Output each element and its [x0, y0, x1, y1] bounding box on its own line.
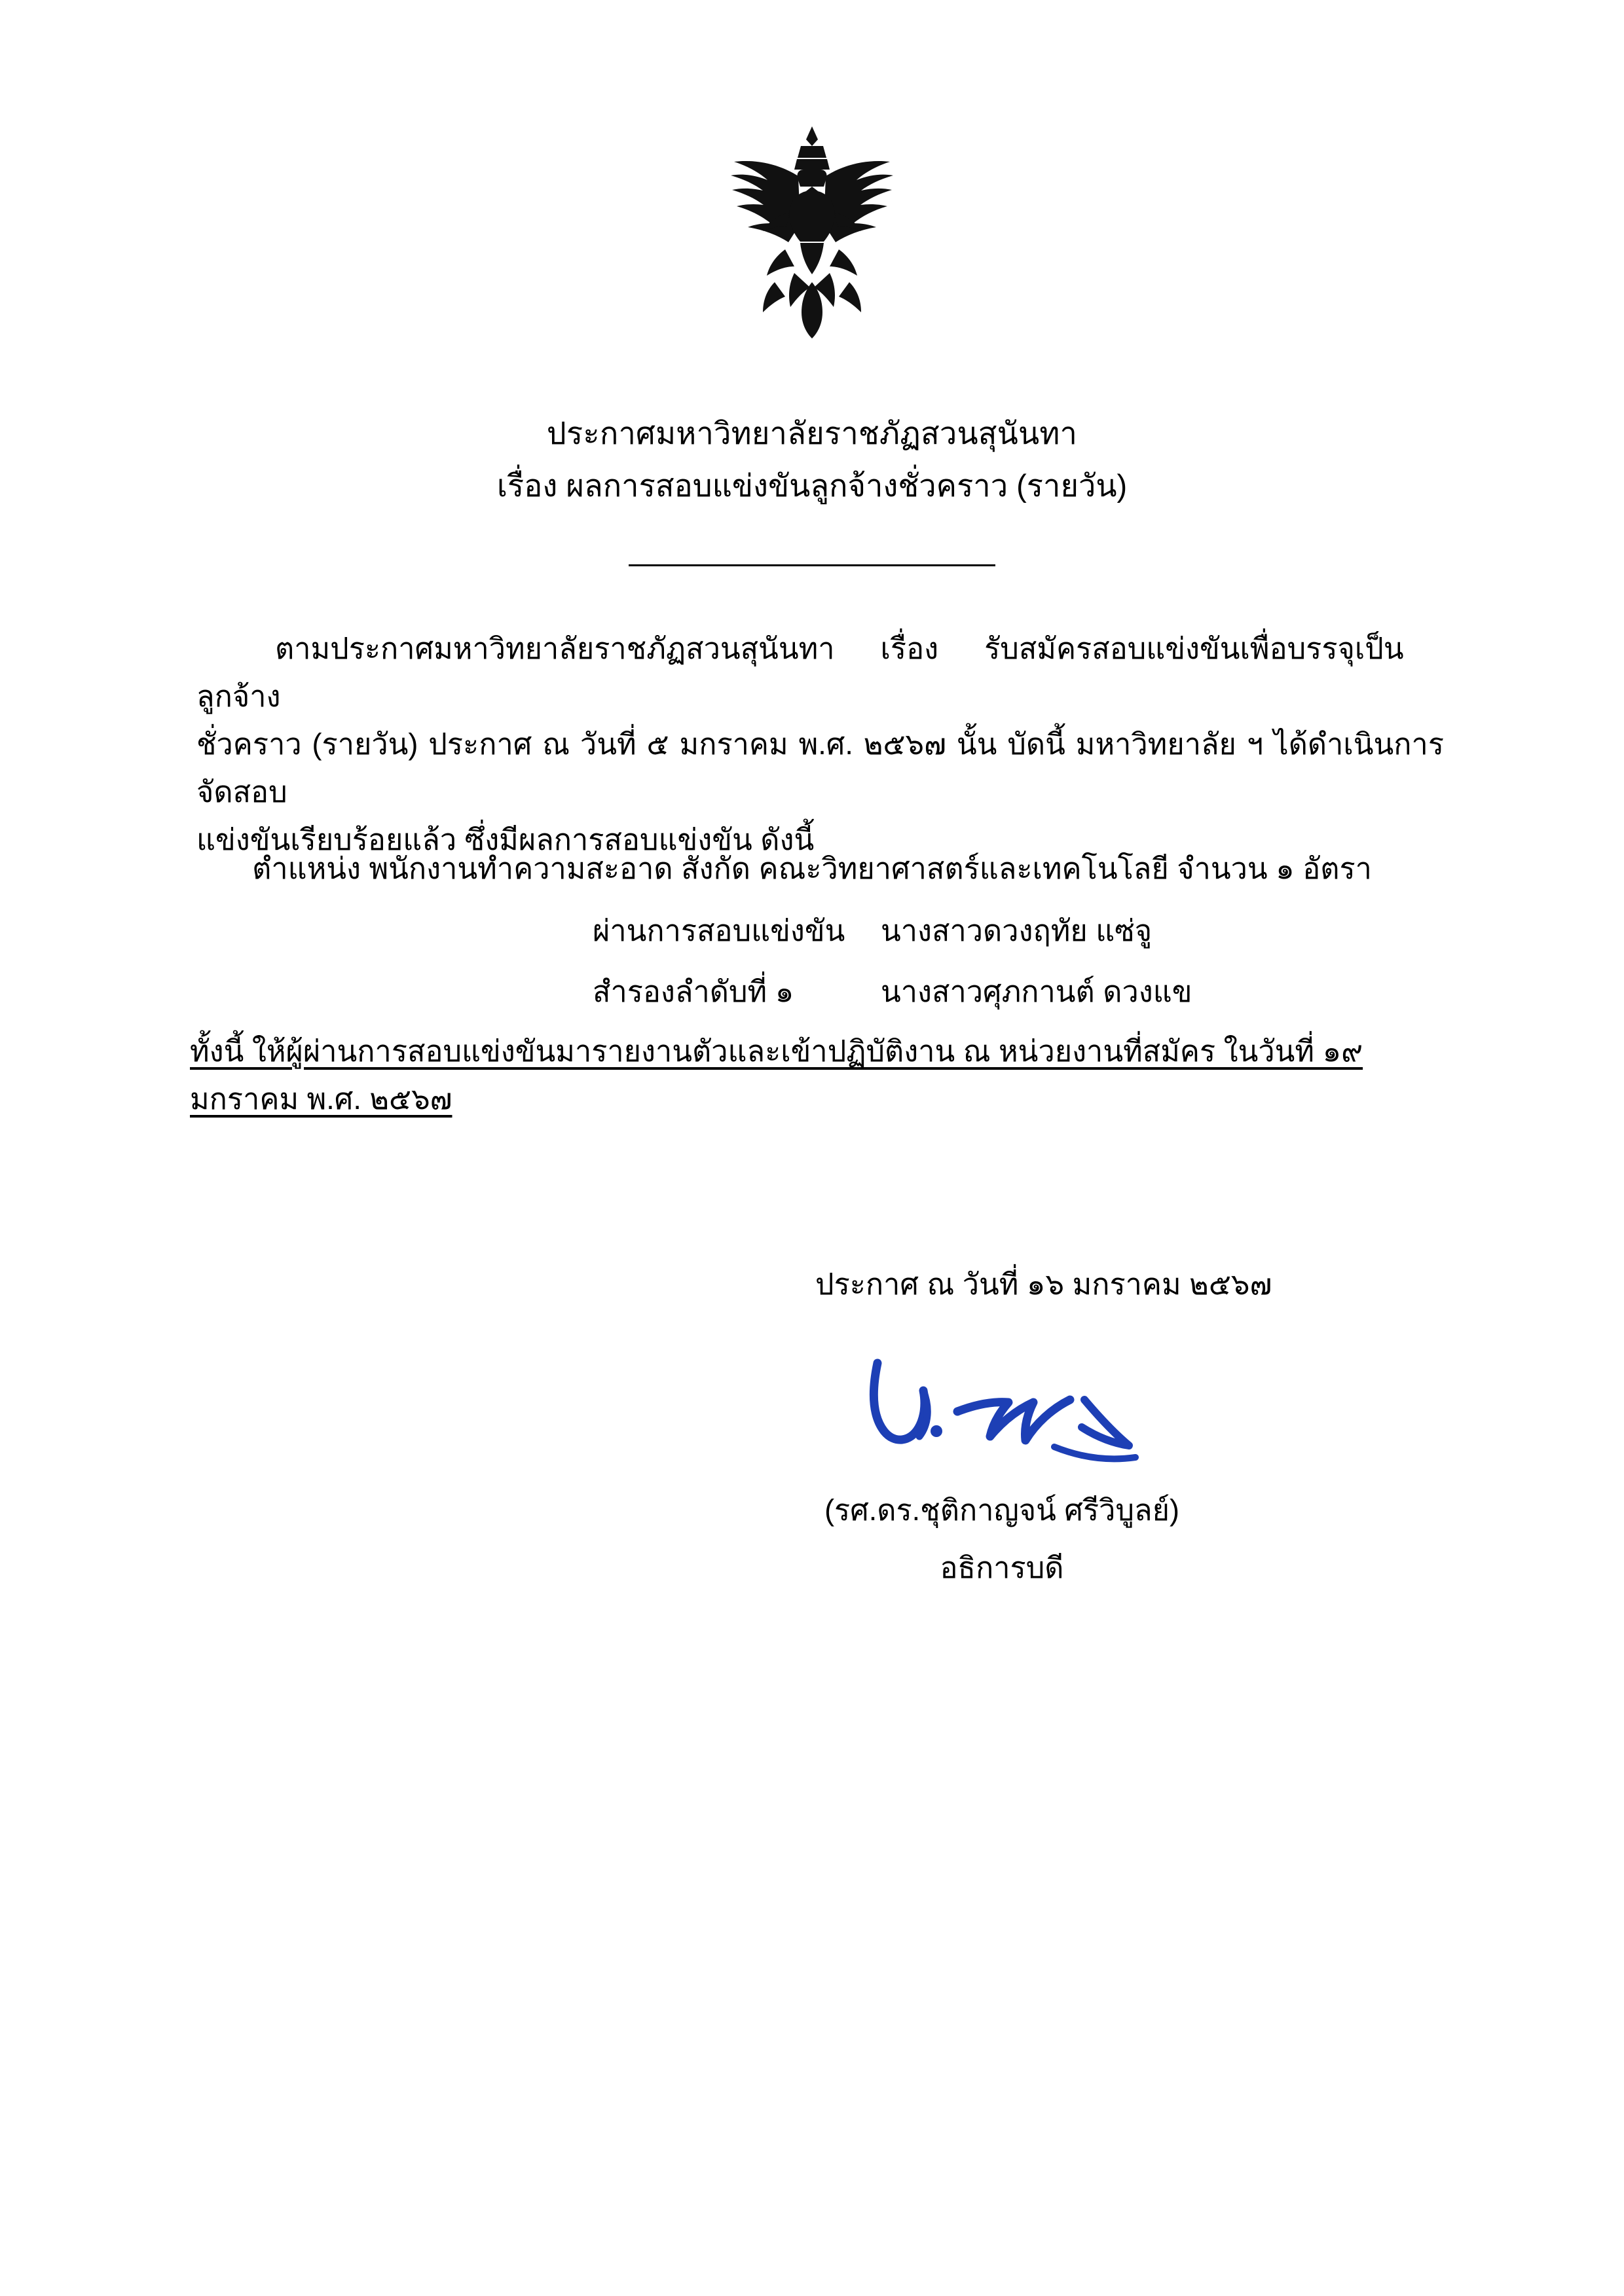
announcement-date: ประกาศ ณ วันที่ ๑๖ มกราคม ๒๕๖๗ — [815, 1267, 1272, 1301]
signer-name: (รศ.ดร.ชุติกาญจน์ ศรีวิบูลย์) — [824, 1493, 1179, 1527]
signature-mark — [858, 1349, 1198, 1473]
body-line1-part2: เรื่อง — [880, 632, 939, 665]
emblem-container — [0, 121, 1624, 347]
result-label-reserve: สำรองลำดับที่ ๑ — [593, 975, 794, 1008]
report-instruction-line1: ทั้งนี้ ให้ผู้ผ่านการสอบแข่งขันมารายงานตัวและเข้าปฏิบัติงาน ณ หน่วยงานที่สมัคร ในวันที่ ๑๙ — [190, 1034, 1363, 1068]
body-line1-part3: รับสมัครสอบแข่งขันเพื่อบรรจุเป็นลูกจ้าง — [196, 632, 1404, 713]
position-line: ตำแหน่ง พนักงานทำความสะอาด สังกัด คณะวิทยาศาสตร์และเทคโนโลยี จำนวน ๑ อัตรา — [252, 852, 1372, 885]
body-paragraph — [196, 625, 1444, 864]
body-line3: แข่งขันเรียบร้อยแล้ว ซึ่งมีผลการสอบแข่งขัน ดังนี้ — [196, 822, 815, 856]
report-instruction-line2: มกราคม พ.ศ. ๒๕๖๗ — [190, 1082, 452, 1116]
result-label-passed: ผ่านการสอบแข่งขัน — [593, 914, 845, 947]
report-instruction — [190, 1028, 1447, 1123]
signer-role: อธิการบดี — [940, 1551, 1064, 1584]
result-value-passed: นางสาวดวงฤทัย แซ่จู — [881, 914, 1153, 947]
result-value-reserve: นางสาวศุภกานต์ ดวงแข — [881, 975, 1192, 1008]
title-divider — [629, 564, 995, 566]
body-line2: ชั่วคราว (รายวัน) ประกาศ ณ วันที่ ๕ มกราคม พ.ศ. ๒๕๖๗ นั้น บัดนี้ มหาวิทยาลัย ฯ ได้ดำเนินการจัดสอบ — [196, 727, 1444, 809]
garuda-emblem — [717, 121, 907, 347]
page-subtitle: เรื่อง ผลการสอบแข่งขันลูกจ้างชั่วคราว (รายวัน) — [496, 468, 1128, 503]
page-title: ประกาศมหาวิทยาลัยราชภัฏสวนสุนันทา — [546, 416, 1078, 450]
body-line1-part1: ตามประกาศมหาวิทยาลัยราชภัฏสวนสุนันทา — [275, 632, 835, 665]
